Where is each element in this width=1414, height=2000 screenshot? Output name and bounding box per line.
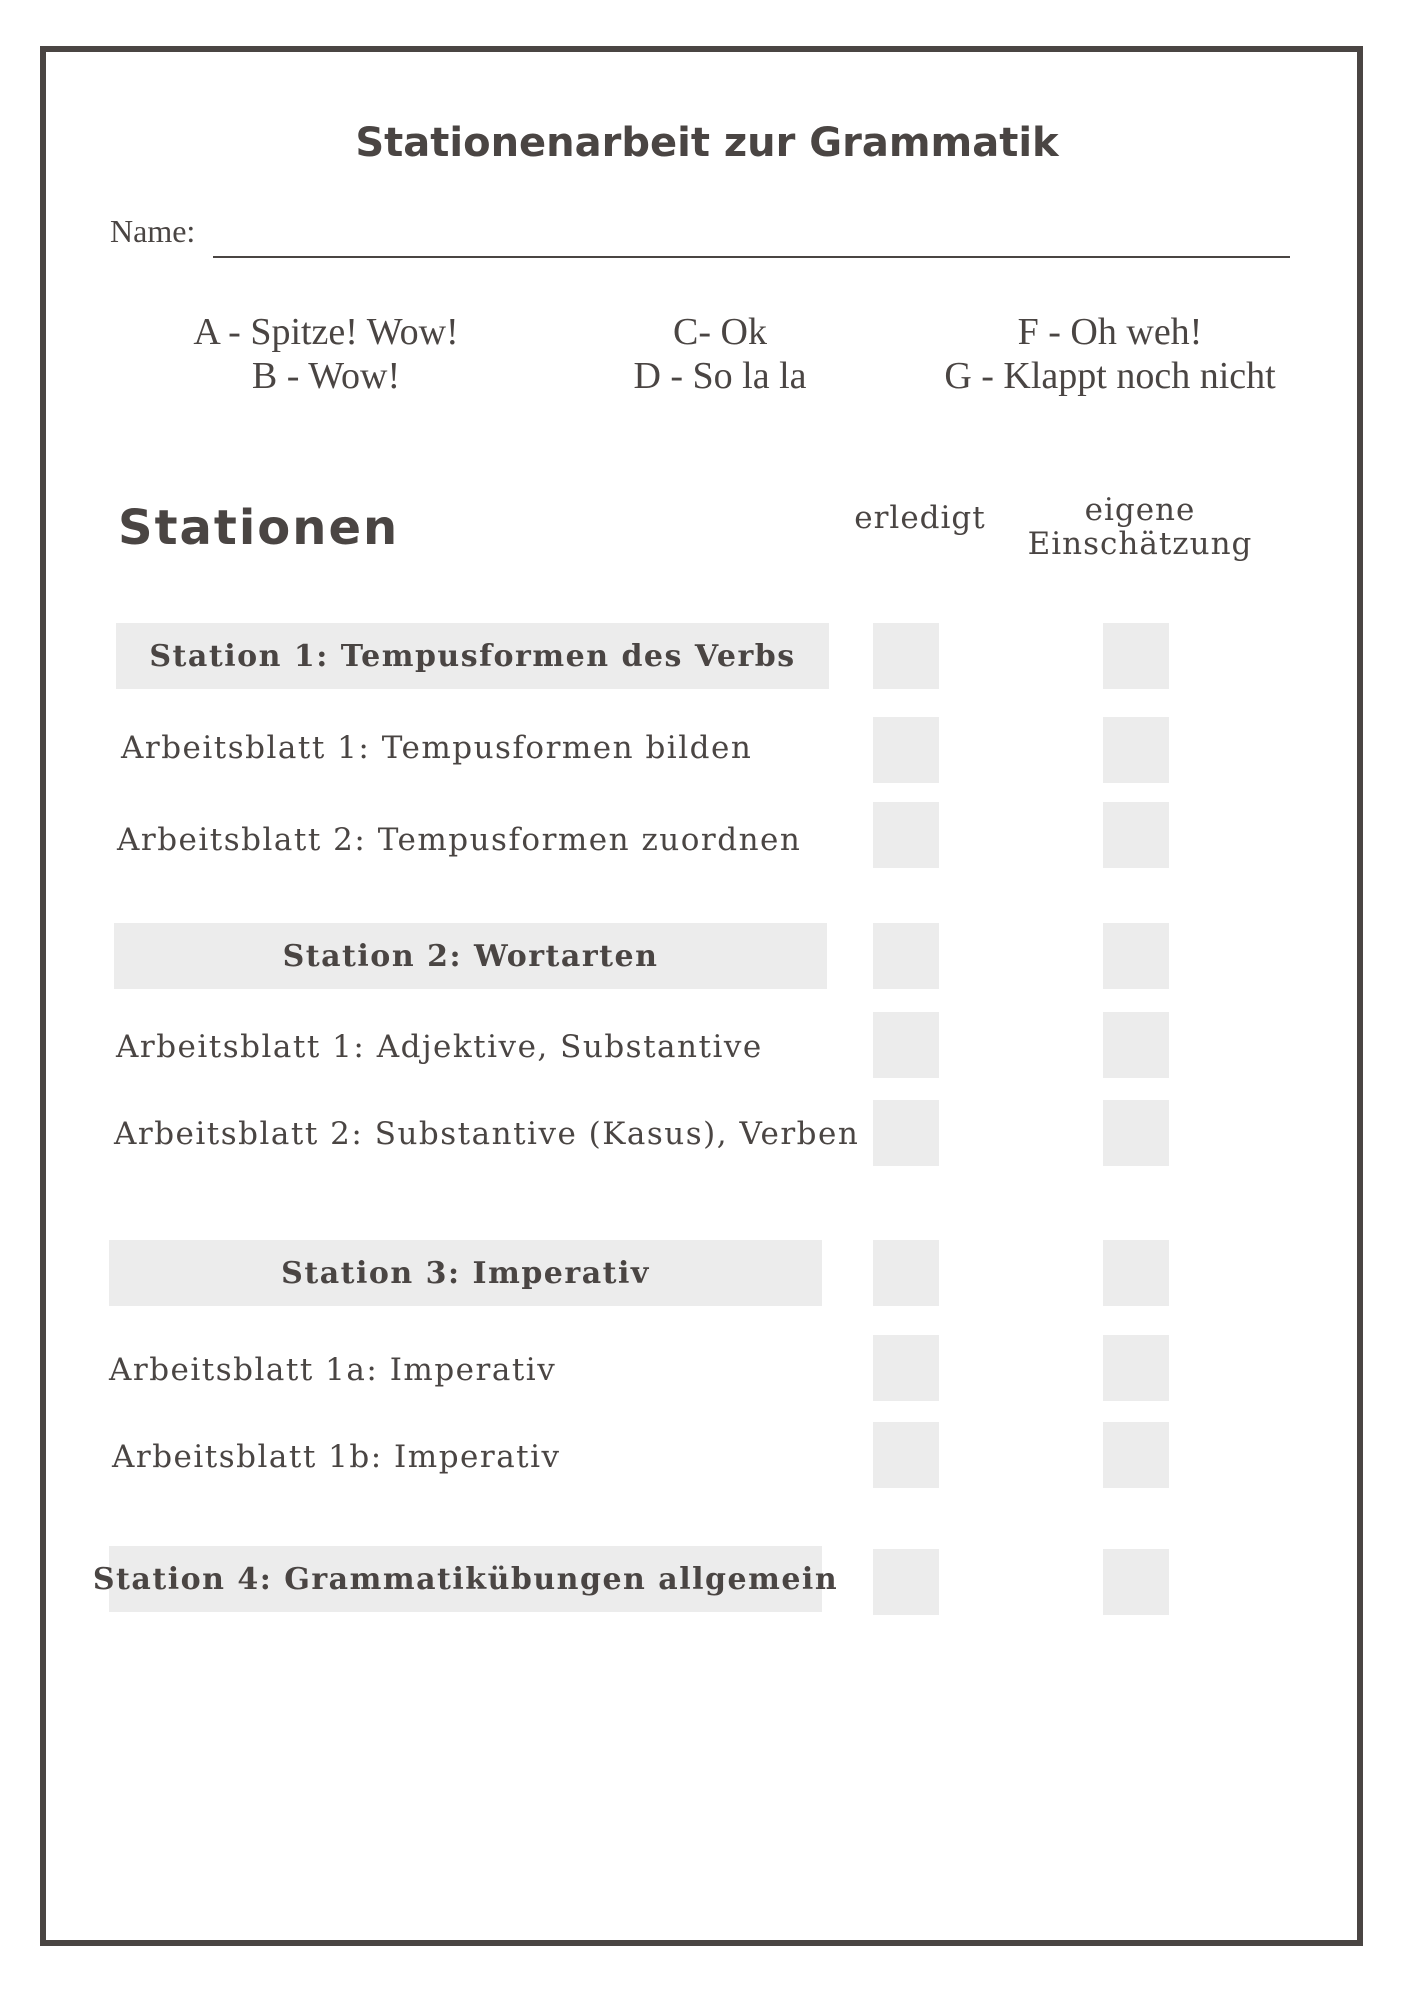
legend-item-d: D - So la la — [633, 355, 807, 397]
station-3-sheet-2-done-checkbox[interactable] — [873, 1422, 939, 1488]
column-header-self-assessment-line2: Einschätzung — [1027, 526, 1253, 562]
rating-legend-column-3 — [900, 310, 1320, 398]
name-label: Name: — [110, 213, 196, 249]
legend-item-a: A - Spitze! Wow! — [193, 311, 459, 353]
station-2-sheet-1-self-assessment-box[interactable] — [1103, 1012, 1169, 1078]
station-1-bar: Station 1: Tempusformen des Verbs — [116, 623, 829, 689]
rating-legend-column-1 — [146, 310, 506, 398]
station-2-done-checkbox[interactable] — [873, 923, 939, 989]
station-1-sheet-2-self-assessment-box[interactable] — [1103, 802, 1169, 868]
station-4-self-assessment-box[interactable] — [1103, 1549, 1169, 1615]
station-1-sheet-1-self-assessment-box[interactable] — [1103, 717, 1169, 783]
legend-item-g: G - Klappt noch nicht — [944, 355, 1276, 397]
column-header-done: erledigt — [854, 500, 986, 536]
station-1-done-checkbox[interactable] — [873, 623, 939, 689]
column-header-self-assessment — [1020, 493, 1260, 561]
station-3-sheet-2-self-assessment-box[interactable] — [1103, 1422, 1169, 1488]
page-title: Stationenarbeit zur Grammatik — [355, 120, 1059, 166]
stations-heading: Stationen — [118, 500, 400, 556]
station-1-sheet-1-done-checkbox[interactable] — [873, 717, 939, 783]
station-3-bar: Station 3: Imperativ — [109, 1240, 822, 1306]
station-2-self-assessment-box[interactable] — [1103, 923, 1169, 989]
name-input-line[interactable] — [213, 256, 1290, 258]
station-2-bar: Station 2: Wortarten — [114, 923, 827, 989]
station-4-bar: Station 4: Grammatikübungen allgemein — [109, 1546, 822, 1612]
station-2-sheet-2-label: Arbeitsblatt 2: Substantive (Kasus), Verben — [114, 1116, 860, 1152]
rating-legend-column-2 — [580, 310, 860, 398]
station-4-done-checkbox[interactable] — [873, 1549, 939, 1615]
station-3-done-checkbox[interactable] — [873, 1240, 939, 1306]
station-1-sheet-2-done-checkbox[interactable] — [873, 802, 939, 868]
station-1-sheet-2-label: Arbeitsblatt 2: Tempusformen zuordnen — [117, 822, 802, 858]
legend-item-b: B - Wow! — [251, 355, 401, 397]
station-3-sheet-1-done-checkbox[interactable] — [873, 1335, 939, 1401]
station-1-sheet-1-label: Arbeitsblatt 1: Tempusformen bilden — [121, 730, 753, 766]
station-1-self-assessment-box[interactable] — [1103, 623, 1169, 689]
station-2-sheet-2-self-assessment-box[interactable] — [1103, 1100, 1169, 1166]
station-3-sheet-2-label: Arbeitsblatt 1b: Imperativ — [112, 1439, 561, 1475]
station-2-sheet-1-done-checkbox[interactable] — [873, 1012, 939, 1078]
station-2-sheet-1-label: Arbeitsblatt 1: Adjektive, Substantive — [116, 1029, 763, 1065]
column-header-self-assessment-line1: eigene — [1084, 492, 1196, 528]
legend-item-c: C- Ok — [673, 311, 767, 353]
station-3-sheet-1-label: Arbeitsblatt 1a: Imperativ — [109, 1352, 557, 1388]
station-2-sheet-2-done-checkbox[interactable] — [873, 1100, 939, 1166]
station-3-sheet-1-self-assessment-box[interactable] — [1103, 1335, 1169, 1401]
legend-item-f: F - Oh weh! — [1017, 311, 1203, 353]
station-3-self-assessment-box[interactable] — [1103, 1240, 1169, 1306]
